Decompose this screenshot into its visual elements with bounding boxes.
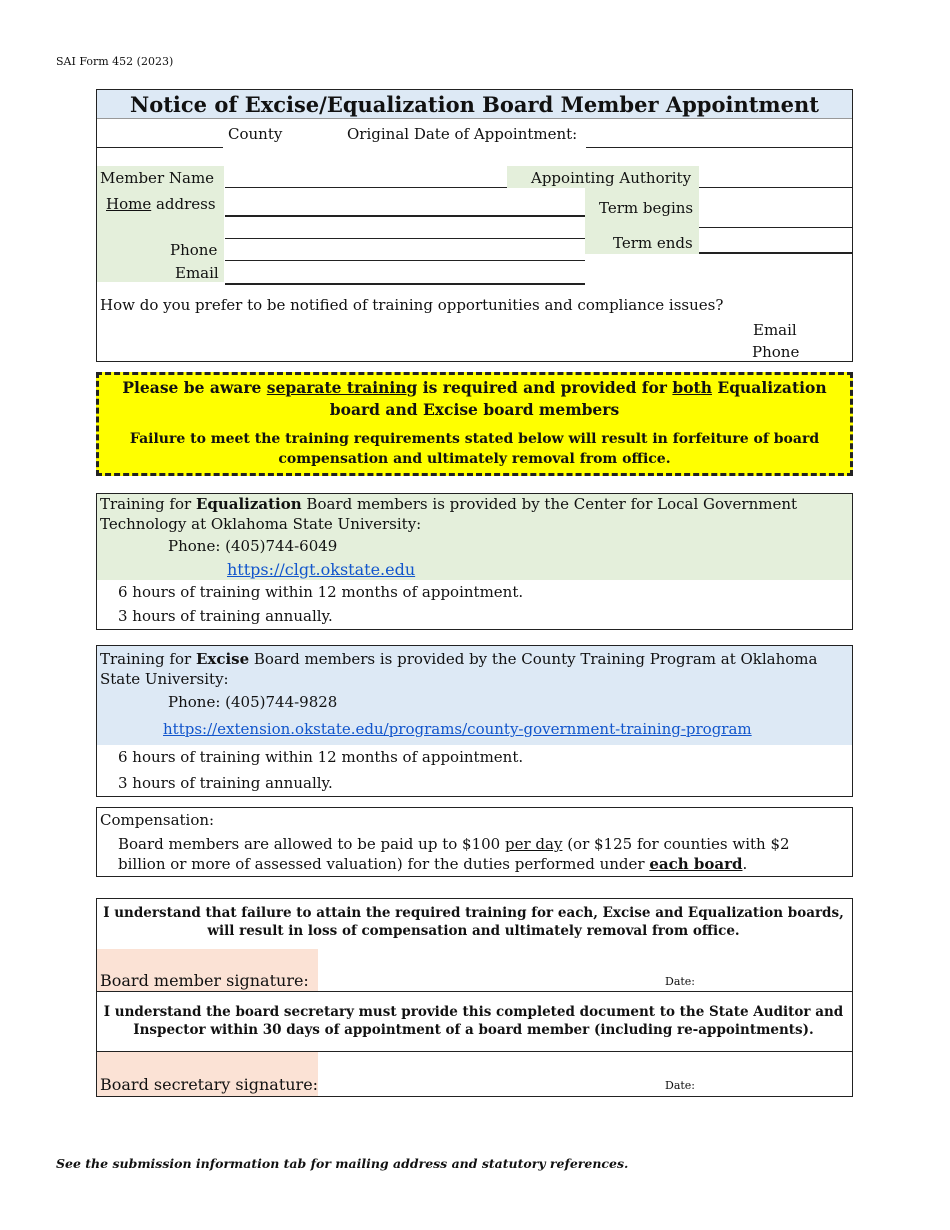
equalization-req-1: 6 hours of training within 12 months of appointment.: [118, 583, 524, 601]
excise-intro: [100, 649, 845, 689]
ex-intro-bold: Excise: [195, 650, 250, 668]
form-title: Notice of Excise/Equalization Board Member Appointment: [97, 90, 852, 119]
warning-separate-training: separate training: [266, 378, 418, 397]
notify-option-phone[interactable]: Phone: [752, 343, 800, 361]
email-field[interactable]: [225, 283, 585, 285]
member-name-label: Member Name: [100, 169, 215, 187]
secretary-signature-label: Board secretary signature:: [100, 1075, 319, 1094]
original-date-label: Original Date of Appointment:: [347, 125, 578, 143]
member-signature-field[interactable]: [318, 949, 852, 991]
appointing-authority-field[interactable]: [699, 187, 852, 188]
compensation-section: [96, 807, 853, 877]
appointment-section: [96, 89, 853, 362]
email-label: Email: [175, 264, 219, 282]
acknowledgement-training: I understand that failure to attain the required training for each, Excise and Equalization boards, will result in loss of compensation and ultimately removal from office.: [103, 905, 844, 939]
compensation-heading: Compensation:: [100, 811, 215, 829]
comp-each-board: each board: [649, 855, 743, 873]
term-begins-label: Term begins: [599, 199, 694, 217]
home-address-field[interactable]: [225, 215, 585, 217]
form-id: SAI Form 452 (2023): [56, 55, 174, 68]
county-field[interactable]: [97, 147, 223, 148]
excise-req-1: 6 hours of training within 12 months of appointment.: [118, 748, 524, 766]
secretary-date-label: Date:: [665, 1079, 696, 1092]
member-signature-label: Board member signature:: [100, 971, 309, 990]
comp-per-day: per day: [504, 835, 563, 853]
signature-divider-1: [97, 991, 852, 992]
equalization-training-section: [96, 493, 853, 630]
footer-note: See the submission information tab for mailing address and statutory references.: [56, 1156, 629, 1171]
equalization-intro: [100, 494, 845, 534]
comp-text-b: (or $125 for counties with $2 billion or more of assessed valuation) for the duties performed under: [118, 835, 790, 873]
compensation-text: [118, 834, 838, 874]
county-label: County: [228, 125, 283, 143]
eq-intro-a: Training for: [100, 495, 196, 513]
eq-intro-bold: Equalization: [195, 495, 302, 513]
comp-text-a: Board members are allowed to be paid up to $100: [118, 835, 505, 853]
phone-field[interactable]: [225, 260, 585, 261]
equalization-req-2: 3 hours of training annually.: [118, 607, 333, 625]
excise-phone: Phone: (405)744-9828: [168, 693, 338, 711]
secretary-signature-field[interactable]: [318, 1052, 852, 1096]
notify-option-email[interactable]: Email: [753, 321, 797, 339]
appointing-authority-label: Appointing Authority: [531, 169, 692, 187]
warning-text-b: is required and provided for: [417, 378, 673, 397]
member-date-label: Date:: [665, 975, 696, 988]
warning-both: both: [672, 378, 712, 397]
term-ends-label: Term ends: [613, 234, 693, 252]
home-address-field-2[interactable]: [225, 238, 585, 239]
warning-line-1: [107, 377, 842, 421]
address-word: address: [151, 195, 216, 213]
notify-question: How do you prefer to be notified of training opportunities and compliance issues?: [100, 296, 724, 314]
term-begins-field[interactable]: [699, 227, 852, 228]
signature-section: [96, 898, 853, 1097]
warning-line-2: Failure to meet the training requirements stated below will result in forfeiture of board compensation and ultimately removal from office.: [129, 431, 820, 467]
original-date-field[interactable]: [586, 147, 852, 148]
training-warning: [96, 372, 853, 476]
home-underlined: Home: [106, 195, 152, 213]
warning-text-a: Please be aware: [122, 378, 267, 397]
home-address-label: [106, 195, 216, 213]
excise-req-2: 3 hours of training annually.: [118, 774, 333, 792]
excise-training-section: [96, 645, 853, 797]
equalization-link[interactable]: https://clgt.okstate.edu: [227, 560, 416, 579]
member-name-field[interactable]: [225, 187, 507, 188]
ex-intro-a: Training for: [100, 650, 196, 668]
equalization-phone: Phone: (405)744-6049: [168, 537, 338, 555]
acknowledgement-secretary: I understand the board secretary must provide this completed document to the State Auditor and Inspector within 30 days of appointment of a board member (including re-appointments).: [103, 1004, 844, 1038]
warning-text-c: Equalization board and Excise board members: [329, 378, 827, 419]
excise-link[interactable]: https://extension.okstate.edu/programs/county-government-training-program: [163, 720, 752, 738]
comp-text-c: .: [742, 855, 748, 873]
phone-label: Phone: [170, 241, 218, 259]
eq-intro-b: Board members is provided by the Center for Local Government Technology at Oklahoma State University:: [100, 495, 798, 533]
term-ends-field[interactable]: [699, 252, 852, 254]
ex-intro-b: Board members is provided by the County Training Program at Oklahoma State University:: [100, 650, 818, 688]
